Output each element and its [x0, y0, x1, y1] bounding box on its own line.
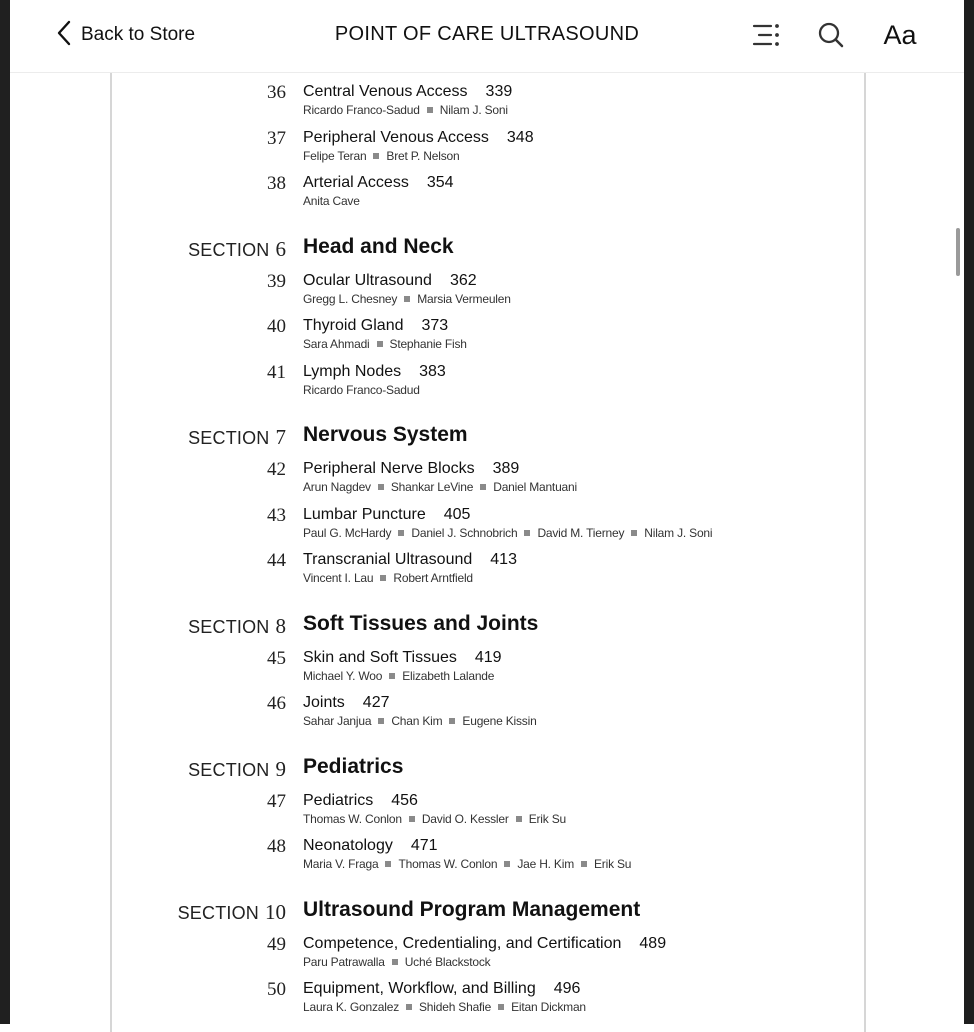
- section-title: Nervous System: [303, 423, 468, 446]
- chapter-number: 36: [267, 82, 286, 103]
- search-icon[interactable]: [816, 20, 846, 50]
- author-name: Anita Cave: [303, 194, 360, 208]
- chapter-authors: [303, 337, 467, 351]
- author-separator-icon: [404, 296, 410, 302]
- author-name: Marsia Vermeulen: [417, 291, 511, 306]
- section-word: SECTION: [188, 616, 270, 637]
- section-number: 7: [275, 425, 286, 449]
- author-name: Shideh Shafie: [419, 1000, 492, 1014]
- chapter-entry[interactable]: [112, 781, 864, 826]
- chapter-number: 43: [267, 504, 286, 526]
- reader-toolbar: [10, 0, 964, 73]
- chapter-entry[interactable]: [112, 683, 864, 728]
- author-name: Thomas W. Conlon: [303, 811, 402, 826]
- chapter-title-text: Joints: [303, 694, 345, 711]
- chapter-title-text: Lumbar Puncture: [303, 505, 426, 523]
- device-bezel-left: [0, 0, 10, 1024]
- author-name: Erik Su: [594, 857, 632, 871]
- book-page: [110, 72, 866, 1032]
- section-title: Ultrasound Program Management: [303, 897, 641, 921]
- author-separator-icon: [385, 861, 391, 867]
- section-number: 9: [275, 756, 286, 781]
- section-word: SECTION: [188, 759, 270, 780]
- author-name: Sahar Janjua: [303, 714, 372, 728]
- chapter-number: 44: [267, 550, 286, 571]
- chapter-authors: [303, 383, 420, 397]
- chapter-authors: [303, 1000, 586, 1014]
- chapter-title: [303, 935, 666, 953]
- chapter-page-number: 427: [362, 694, 390, 711]
- chapter-title: [303, 551, 517, 569]
- author-separator-icon: [389, 673, 395, 679]
- author-separator-icon: [373, 153, 379, 159]
- chapter-title: [303, 272, 477, 290]
- author-separator-icon: [378, 484, 384, 490]
- author-separator-icon: [449, 718, 455, 724]
- author-name: Michael Y. Woo: [303, 668, 383, 683]
- chapter-page-number: 456: [391, 791, 418, 809]
- author-separator-icon: [378, 718, 384, 724]
- author-name: Thomas W. Conlon: [398, 857, 498, 871]
- chapter-page-number: 405: [443, 505, 471, 523]
- section-number: 8: [275, 613, 286, 638]
- chapter-entry[interactable]: [112, 540, 864, 585]
- author-name: Erik Su: [528, 811, 566, 826]
- author-separator-icon: [524, 530, 530, 536]
- chapter-title-text: Pediatrics: [303, 791, 374, 809]
- author-name: Nilam J. Soni: [439, 103, 508, 117]
- author-name: Arun Nagdev: [303, 480, 371, 494]
- chapter-number: 40: [267, 316, 286, 337]
- chapter-title-text: Neonatology: [303, 837, 393, 854]
- author-name: David M. Tierney: [537, 525, 625, 540]
- section-number: 6: [275, 236, 286, 261]
- chapter-entry[interactable]: [112, 72, 864, 117]
- chapter-title-text: Lymph Nodes: [303, 362, 402, 380]
- author-separator-icon: [480, 484, 486, 490]
- section-title: Soft Tissues and Joints: [303, 611, 539, 635]
- chapter-number: 38: [267, 173, 286, 194]
- chapter-number: 45: [267, 647, 286, 669]
- chapter-title: [303, 694, 390, 712]
- chapter-title-text: Peripheral Venous Access: [303, 128, 489, 146]
- chapter-page-number: 383: [419, 362, 446, 380]
- section-heading[interactable]: [112, 897, 864, 927]
- chapter-authors: [303, 857, 631, 871]
- author-separator-icon: [581, 861, 587, 867]
- author-name: Paul G. McHardy: [303, 525, 392, 540]
- section-title: Pediatrics: [303, 754, 404, 778]
- chapter-entry[interactable]: [112, 638, 864, 683]
- chapter-authors: [303, 669, 494, 683]
- chapter-number: 42: [267, 459, 286, 480]
- author-separator-icon: [631, 530, 637, 536]
- chapter-entry[interactable]: [112, 924, 864, 969]
- chapter-number: 39: [267, 270, 286, 292]
- table-of-contents-icon[interactable]: [751, 20, 781, 50]
- section-heading[interactable]: [112, 234, 864, 264]
- author-name: Elizabeth Lalande: [402, 668, 495, 683]
- section-label: [188, 237, 286, 262]
- section-heading[interactable]: [112, 422, 864, 452]
- author-name: Gregg L. Chesney: [303, 291, 398, 306]
- chapter-authors: [303, 149, 459, 163]
- author-name: Sara Ahmadi: [303, 337, 370, 351]
- author-name: Eitan Dickman: [511, 1000, 586, 1014]
- author-name: Chan Kim: [391, 714, 443, 728]
- author-name: Nilam J. Soni: [644, 525, 713, 540]
- chapter-entry[interactable]: [112, 969, 864, 1014]
- chapter-title-text: Equipment, Workflow, and Billing: [303, 980, 536, 997]
- author-separator-icon: [504, 861, 510, 867]
- author-separator-icon: [392, 959, 398, 965]
- chapter-title: [303, 649, 502, 667]
- author-name: Felipe Teran: [303, 148, 367, 163]
- chapter-authors: [303, 194, 360, 208]
- chapter-page-number: 362: [449, 271, 477, 289]
- section-title: Head and Neck: [303, 234, 454, 258]
- author-separator-icon: [498, 1004, 504, 1010]
- author-name: Uché Blackstock: [404, 954, 491, 969]
- chapter-entry[interactable]: [112, 449, 864, 494]
- chapter-authors: [303, 812, 566, 826]
- font-size-button[interactable]: Aa: [883, 19, 917, 50]
- chapter-authors: [303, 103, 508, 117]
- section-label: [188, 614, 286, 639]
- chapter-entry[interactable]: [112, 352, 864, 397]
- chapter-page-number: 373: [421, 317, 449, 334]
- chapter-title-text: Thyroid Gland: [303, 317, 404, 334]
- section-word: SECTION: [188, 428, 270, 448]
- section-number: 10: [265, 899, 286, 924]
- author-name: Daniel Mantuani: [493, 480, 577, 494]
- section-label: [188, 757, 286, 782]
- section-label: [178, 900, 286, 925]
- book-title: POINT OF CARE ULTRASOUND: [334, 23, 640, 45]
- chapter-authors: [303, 714, 537, 728]
- chapter-authors: [303, 571, 473, 585]
- section-heading[interactable]: [112, 611, 864, 641]
- section-word: SECTION: [188, 239, 270, 260]
- chapter-title-text: Arterial Access: [303, 174, 409, 191]
- chapter-page-number: 496: [553, 980, 581, 997]
- chapter-authors: [303, 480, 577, 494]
- chapter-number: 48: [267, 836, 286, 857]
- chapter-title-text: Central Venous Access: [303, 83, 468, 100]
- author-name: Robert Arntfield: [393, 571, 473, 585]
- author-separator-icon: [516, 816, 522, 822]
- chapter-title: [303, 129, 534, 147]
- chapter-authors: [303, 955, 490, 969]
- author-separator-icon: [380, 575, 386, 581]
- author-name: David O. Kessler: [421, 811, 509, 826]
- section-label: [188, 425, 286, 450]
- author-name: Daniel J. Schnobrich: [411, 525, 518, 540]
- author-name: Maria V. Fraga: [303, 857, 379, 871]
- author-separator-icon: [409, 816, 415, 822]
- chapter-title: [303, 837, 438, 855]
- section-heading[interactable]: [112, 754, 864, 784]
- device-bezel-right: [964, 0, 974, 1024]
- chapter-number: 49: [267, 933, 286, 955]
- author-separator-icon: [406, 1004, 412, 1010]
- chapter-entry[interactable]: [112, 118, 864, 163]
- chapter-title: [303, 317, 448, 335]
- chapter-title: [303, 363, 446, 381]
- author-name: Jae H. Kim: [517, 857, 574, 871]
- chapter-title: [303, 83, 512, 101]
- author-separator-icon: [427, 107, 433, 113]
- chapter-number: 47: [267, 790, 286, 812]
- author-name: Shankar LeVine: [390, 480, 474, 494]
- chapter-title: [303, 460, 519, 478]
- chapter-number: 41: [267, 361, 286, 383]
- author-name: Paru Patrawalla: [303, 954, 385, 969]
- chapter-entry[interactable]: [112, 306, 864, 351]
- chapter-page-number: 471: [410, 837, 438, 854]
- chapter-entry[interactable]: [112, 261, 864, 306]
- chapter-title: [303, 792, 418, 810]
- author-separator-icon: [398, 530, 404, 536]
- chapter-title-text: Ocular Ultrasound: [303, 271, 432, 289]
- chapter-number: 50: [267, 979, 286, 1000]
- chapter-page-number: 348: [506, 128, 534, 146]
- chapter-title-text: Transcranial Ultrasound: [303, 551, 473, 568]
- author-name: Ricardo Franco-Sadud: [303, 382, 420, 397]
- chapter-page-number: 489: [639, 934, 667, 952]
- chapter-title-text: Peripheral Nerve Blocks: [303, 460, 475, 477]
- author-name: Laura K. Gonzalez: [303, 1000, 399, 1014]
- chapter-page-number: 389: [492, 460, 520, 477]
- author-name: Vincent I. Lau: [303, 571, 374, 585]
- chapter-number: 46: [267, 693, 286, 714]
- chapter-number: 37: [267, 127, 286, 149]
- author-name: Bret P. Nelson: [386, 148, 460, 163]
- chapter-authors: [303, 292, 511, 306]
- chapter-title: [303, 980, 580, 998]
- chapter-entry[interactable]: [112, 826, 864, 871]
- chapter-title-text: Skin and Soft Tissues: [303, 648, 457, 666]
- author-name: Stephanie Fish: [389, 337, 467, 351]
- chapter-title-text: Competence, Credentialing, and Certification: [303, 934, 622, 952]
- author-name: Ricardo Franco-Sadud: [303, 103, 420, 117]
- chapter-page-number: 413: [490, 551, 517, 568]
- chapter-authors: [303, 526, 712, 540]
- chapter-page-number: 419: [474, 648, 502, 666]
- chapter-entry[interactable]: [112, 163, 864, 208]
- chapter-title: [303, 174, 454, 192]
- chapter-page-number: 354: [426, 174, 454, 191]
- author-name: Eugene Kissin: [462, 714, 537, 728]
- scrollbar-thumb[interactable]: [956, 228, 960, 276]
- section-word: SECTION: [177, 902, 259, 923]
- chapter-entry[interactable]: [112, 495, 864, 540]
- author-separator-icon: [377, 341, 383, 347]
- back-to-store-label: Back to Store: [81, 24, 196, 45]
- chapter-page-number: 339: [485, 83, 513, 100]
- chapter-title: [303, 506, 470, 524]
